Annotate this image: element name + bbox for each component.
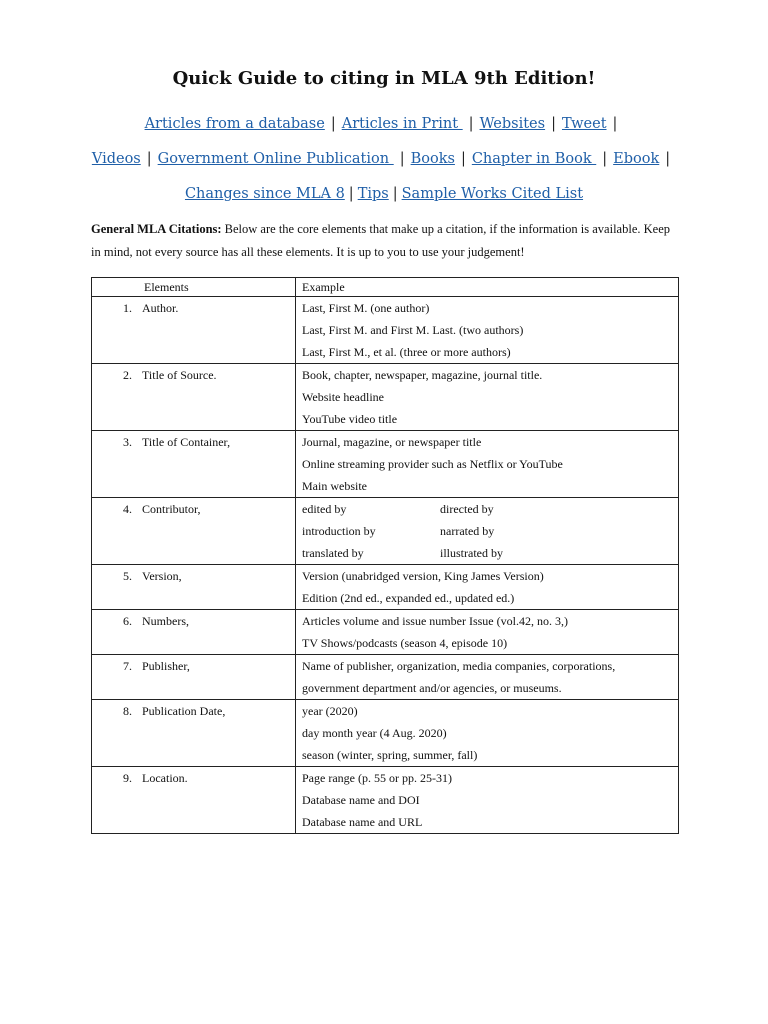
table-row xyxy=(92,767,679,834)
row-number: 9. xyxy=(123,771,132,785)
example-pair xyxy=(302,498,678,520)
example-line: Edition (2nd ed., expanded ed., updated ed.) xyxy=(302,591,515,605)
element-name: Author. xyxy=(142,301,179,315)
link-videos[interactable]: Videos xyxy=(91,151,141,167)
page-title: Quick Guide to citing in MLA 9th Edition! xyxy=(172,68,596,89)
table-row xyxy=(92,700,679,767)
element-name: Location. xyxy=(142,771,188,785)
separator: | xyxy=(602,151,608,167)
example-line: Last, First M., et al. (three or more authors) xyxy=(302,345,511,359)
row-number: 4. xyxy=(123,502,132,516)
separator: | xyxy=(348,186,354,202)
separator: | xyxy=(330,116,336,132)
nav-links-row-3 xyxy=(0,186,768,202)
link-tips[interactable]: Tips xyxy=(357,186,389,202)
example-line: Name of publisher, organization, media companies, corporations, xyxy=(302,659,616,673)
table-header-row xyxy=(92,278,679,297)
separator: | xyxy=(146,151,152,167)
element-name: Title of Container, xyxy=(142,435,231,449)
table-row xyxy=(92,297,679,364)
row-number: 5. xyxy=(123,569,132,583)
example-line: Online streaming provider such as Netflix or YouTube xyxy=(302,457,563,471)
link-sample-works-cited-list[interactable]: Sample Works Cited List xyxy=(401,186,584,202)
separator: | xyxy=(460,151,466,167)
separator: | xyxy=(612,116,618,132)
example-line: government department and/or agencies, or museums. xyxy=(302,681,562,695)
table-row xyxy=(92,610,679,655)
intro-paragraph xyxy=(91,218,681,264)
link-websites[interactable]: Websites xyxy=(479,116,546,132)
link-books[interactable]: Books xyxy=(410,151,455,167)
row-number: 8. xyxy=(123,704,132,718)
element-name: Publisher, xyxy=(142,659,190,673)
table-row xyxy=(92,565,679,610)
example-pair xyxy=(302,520,678,542)
row-number: 7. xyxy=(123,659,132,673)
element-name: Title of Source. xyxy=(142,368,217,382)
example-right: illustrated by xyxy=(440,546,503,560)
table-row xyxy=(92,655,679,700)
example-left: edited by xyxy=(302,502,347,516)
header-example: Example xyxy=(302,280,345,294)
intro-text: Below are the core elements that make up a citation, if the information is available. Keep in mind, not every source has all these elements. It is up to you to use your judgement! xyxy=(91,222,670,259)
example-left: introduction by xyxy=(302,524,376,538)
row-number: 3. xyxy=(123,435,132,449)
example-line: TV Shows/podcasts (season 4, episode 10) xyxy=(302,636,508,650)
element-name: Contributor, xyxy=(142,502,201,516)
link-tweet[interactable]: Tweet xyxy=(561,116,607,132)
example-right: directed by xyxy=(440,502,494,516)
example-left: translated by xyxy=(302,546,364,560)
header-elements: Elements xyxy=(144,280,189,294)
link-articles-in-print[interactable]: Articles in Print xyxy=(341,116,463,132)
link-ebook[interactable]: Ebook xyxy=(613,151,660,167)
example-line: Articles volume and issue number Issue (vol.42, no. 3,) xyxy=(302,614,568,628)
row-number: 6. xyxy=(123,614,132,628)
table-row xyxy=(92,364,679,431)
separator: | xyxy=(392,186,398,202)
link-chapter-in-book[interactable]: Chapter in Book xyxy=(471,151,597,167)
intro-heading: General MLA Citations: xyxy=(91,222,222,236)
nav-links-row-2 xyxy=(0,151,768,167)
row-number: 2. xyxy=(123,368,132,382)
table-row xyxy=(92,498,679,565)
example-line: Database name and DOI xyxy=(302,793,420,807)
example-line: Website headline xyxy=(302,390,385,404)
example-line: season (winter, spring, summer, fall) xyxy=(302,748,478,762)
example-line: Database name and URL xyxy=(302,815,423,829)
example-line: Last, First M. (one author) xyxy=(302,301,430,315)
example-line: Page range (p. 55 or pp. 25-31) xyxy=(302,771,452,785)
element-name: Publication Date, xyxy=(142,704,226,718)
table-row xyxy=(92,431,679,498)
example-line: day month year (4 Aug. 2020) xyxy=(302,726,447,740)
element-name: Numbers, xyxy=(142,614,189,628)
separator: | xyxy=(551,116,556,132)
example-line: YouTube video title xyxy=(302,412,398,426)
element-name: Version, xyxy=(142,569,182,583)
link-changes-since-mla-8[interactable]: Changes since MLA 8 xyxy=(184,186,345,202)
example-line: Main website xyxy=(302,479,367,493)
example-line: Last, First M. and First M. Last. (two authors) xyxy=(302,323,524,337)
mla-elements-table xyxy=(91,277,679,834)
row-number: 1. xyxy=(123,301,132,315)
example-line: year (2020) xyxy=(302,704,358,718)
link-government-online-publication[interactable]: Government Online Publication xyxy=(157,151,394,167)
separator: | xyxy=(399,151,405,167)
example-pair xyxy=(302,542,678,564)
separator: | xyxy=(665,151,671,167)
example-line: Book, chapter, newspaper, magazine, journal title. xyxy=(302,368,543,382)
link-articles-from-database[interactable]: Articles from a database xyxy=(144,116,325,132)
separator: | xyxy=(468,116,474,132)
example-right: narrated by xyxy=(440,524,495,538)
example-line: Journal, magazine, or newspaper title xyxy=(302,435,482,449)
example-line: Version (unabridged version, King James Version) xyxy=(302,569,544,583)
nav-links-row-1 xyxy=(0,116,768,132)
